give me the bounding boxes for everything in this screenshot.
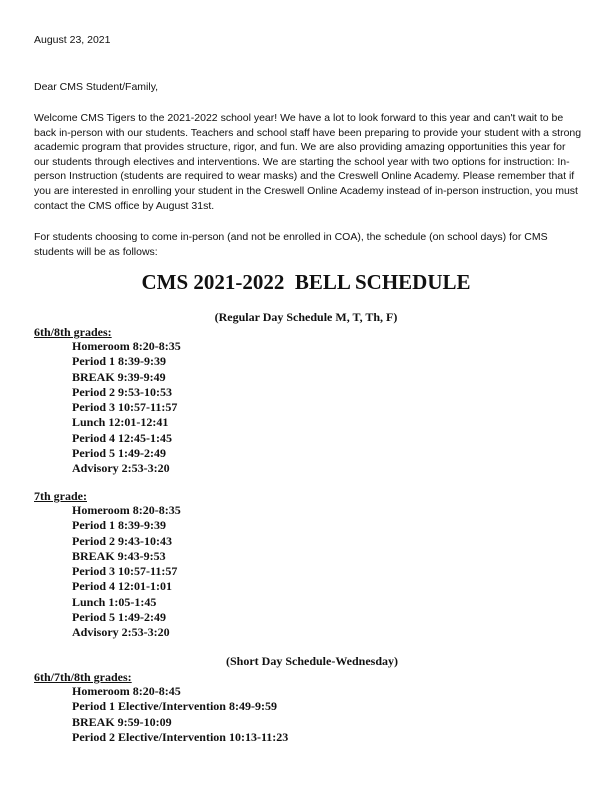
grade-heading-7th: 7th grade: [34,489,87,503]
schedule-item: Period 5 1:49-2:49 [72,610,166,625]
schedule-list-wednesday [72,684,288,745]
schedule-item: Period 4 12:01-1:01 [72,579,172,594]
schedule-item: Advisory 2:53-3:20 [72,625,170,640]
schedule-item: BREAK 9:43-9:53 [72,548,166,563]
schedule-item: Lunch 12:01-12:41 [72,415,169,430]
grade-heading-6th-8th: 6th/8th grades: [34,325,112,339]
regular-day-label: (Regular Day Schedule M, T, Th, F) [214,310,398,324]
schedule-item: Period 1 8:39-9:39 [72,354,166,369]
bell-schedule-title: CMS 2021-2022 BELL SCHEDULE [141,270,471,294]
schedule-item: Period 3 10:57-11:57 [72,564,178,579]
schedule-item: Homeroom 8:20-8:35 [72,503,181,517]
schedule-item: Advisory 2:53-3:20 [72,461,170,476]
schedule-list-6th-8th [72,339,181,477]
schedule-item: BREAK 9:39-9:49 [72,369,166,384]
schedule-item: Period 1 Elective/Intervention 8:49-9:59 [72,699,277,714]
short-day-label: (Short Day Schedule-Wednesday) [225,654,398,668]
schedule-item: Lunch 1:05-1:45 [72,594,157,609]
schedule-item: Period 3 10:57-11:57 [72,400,178,415]
schedule-item: Homeroom 8:20-8:45 [72,684,181,698]
letter-paragraph-welcome: Welcome CMS Tigers to the 2021-2022 school year! We have a lot to look forward to this year and can't wait to be back in-person with our students. Teachers and school staff have been preparing to provide your student with a strong academic program that provides structure, rigor, and fun. We are also providing amazing opportunities this year for our students through electives and interventions. We are starting the school year with two options for instruction: In-person Instruction (students are required to wear masks) and the Creswell Online Academy. Please remember that if you are interested in enrolling your student in the Creswell Online Academy instead of in-person instruction, you must contact the CMS office by August 31st. [34,112,582,212]
schedule-item: Period 1 8:39-9:39 [72,518,166,533]
schedule-item: Period 5 1:49-2:49 [72,446,166,461]
schedule-item: Period 2 9:43-10:43 [72,533,172,548]
letter-paragraph-schedule-intro: For students choosing to come in-person (and not be enrolled in COA), the schedule (on school days) for CMS students will be as follows: [34,231,548,258]
schedule-item: Period 2 Elective/Intervention 10:13-11:23 [72,729,289,744]
schedule-item: Period 2 9:53-10:53 [72,384,172,399]
schedule-list-7th [72,503,181,641]
schedule-item: Homeroom 8:20-8:35 [72,339,181,353]
schedule-item: BREAK 9:59-10:09 [72,714,172,729]
grade-heading-6th-7th-8th: 6th/7th/8th grades: [34,670,132,684]
schedule-item: Period 4 12:45-1:45 [72,430,172,445]
letter-date: August 23, 2021 [34,34,111,46]
letter-greeting: Dear CMS Student/Family, [34,81,159,93]
